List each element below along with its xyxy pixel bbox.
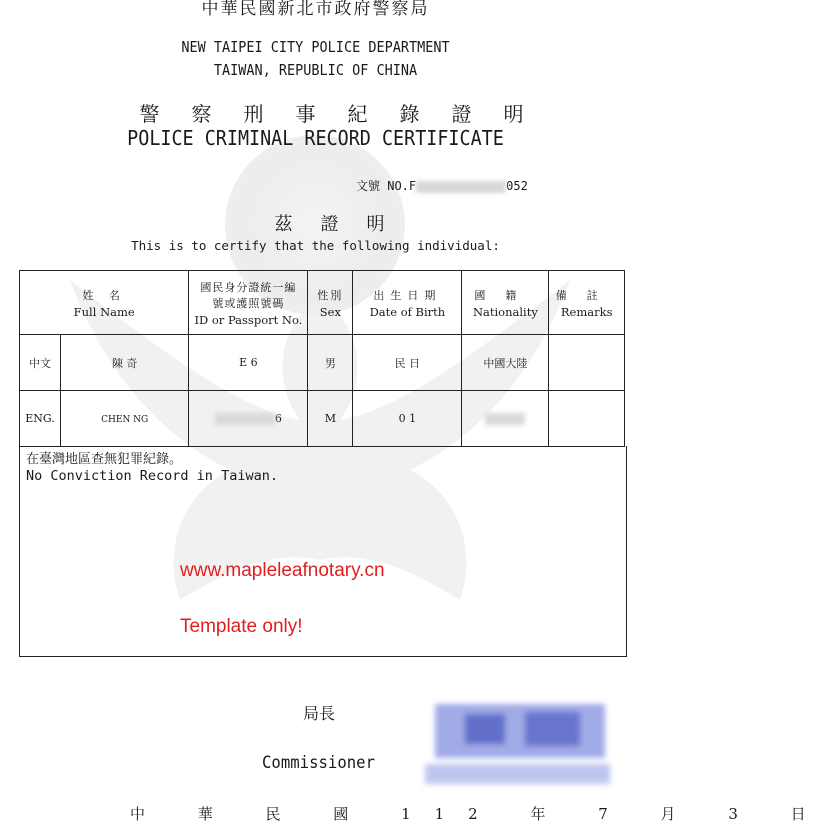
name-cell: 陳 奇 — [61, 335, 189, 391]
signature-stamp-blurred — [425, 698, 615, 790]
agency-name-zh: 中華民國新北市政府警察局 — [201, 0, 430, 19]
dob-cell: 民 日 — [353, 335, 462, 391]
watermark-url: www.mapleleafnotary.cn — [180, 560, 385, 581]
watermark-template-notice: Template only! — [180, 616, 303, 637]
row-lang-label: ENG. — [20, 391, 61, 447]
remarks-cell — [549, 391, 625, 447]
row-lang-label: 中文 — [20, 335, 61, 391]
table-header-row — [20, 271, 625, 335]
record-table — [19, 270, 625, 447]
result-text-zh: 在臺灣地區查無犯罪紀錄。 — [26, 452, 183, 467]
remarks-cell — [549, 335, 625, 391]
header-id: 國民身分證統一編號或護照號碼 ID or Passport No. — [189, 271, 308, 335]
certify-text-en: This is to certify that the following individual: — [131, 238, 500, 253]
table-row-en — [20, 391, 625, 447]
nationality-cell: 中國大陸 — [462, 335, 549, 391]
agency-name-en: NEW TAIPEI CITY POLICE DEPARTMENT — [181, 38, 450, 56]
document-number — [356, 177, 528, 194]
id-cell: 6 — [189, 391, 308, 447]
header-sex: 性別 Sex — [308, 271, 353, 335]
dob-cell: 0 1 — [353, 391, 462, 447]
nationality-cell — [462, 391, 549, 447]
id-cell: E 6 — [189, 335, 308, 391]
header-dob: 出生日期 Date of Birth — [353, 271, 462, 335]
signatory-title-zh: 局長 — [303, 704, 336, 723]
redacted-block — [215, 413, 275, 425]
redacted-block — [485, 413, 525, 425]
certificate-title-en: POLICE CRIMINAL RECORD CERTIFICATE — [127, 126, 504, 150]
header-full-name: 姓 名 Full Name — [20, 271, 189, 335]
signatory-title-en: Commissioner — [262, 753, 376, 773]
header-nationality: 國籍 Nationality — [462, 271, 549, 335]
result-text-en: No Conviction Record in Taiwan. — [26, 468, 278, 484]
certify-title-zh: 茲證明 — [274, 214, 413, 235]
document-number-suffix: 052 — [506, 179, 528, 193]
name-cell: CHEN NG — [61, 391, 189, 447]
sex-cell: M — [308, 391, 353, 447]
redacted-block — [416, 181, 506, 193]
header-remarks: 備註 Remarks — [549, 271, 625, 335]
document-number-prefix: 文號 NO.F — [356, 179, 417, 193]
certificate-title-zh: 警察刑事紀錄證明 — [139, 102, 556, 126]
country-name-en: TAIWAN, REPUBLIC OF CHINA — [213, 61, 418, 79]
issue-date: 中 華 民 國 112 年 7 月 3 日 — [130, 805, 830, 823]
table-row-zh — [20, 335, 625, 391]
sex-cell: 男 — [308, 335, 353, 391]
